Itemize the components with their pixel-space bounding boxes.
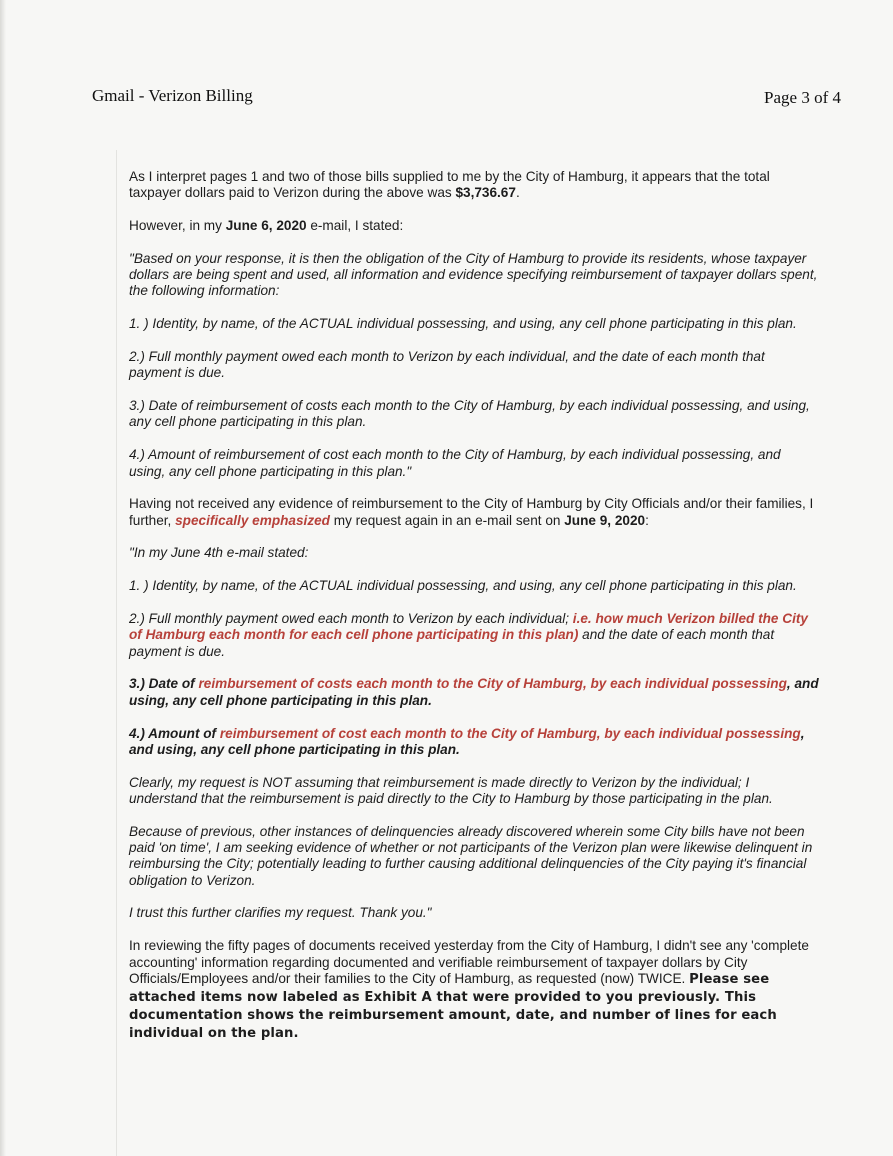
quote-text: 3.) Date of xyxy=(129,676,199,692)
email-date: June 6, 2020 xyxy=(225,218,307,234)
total-amount: $3,736.67 xyxy=(455,185,516,201)
quote-text: 4.) Amount of xyxy=(129,725,220,741)
quote-text: 3.) Date of reimbursement of costs each month to the City of Hamburg, by each individual possessing, and using, any cell phone participating in this plan. xyxy=(129,398,810,430)
quote-text: Because of previous, other instances of delinquencies already discovered wherein some City bills have not been paid 'on time', I am seeking evidence of whether or not participants of the Verizon plan were likewise delinquent in reimbursing the City; potentially leading to further causing additional delinquencies of the City paying it's financial obligation to Verizon. xyxy=(129,823,813,888)
quote-rule xyxy=(116,150,117,1156)
page-number: Page 3 of 4 xyxy=(764,88,841,107)
quote-text: I trust this further clarifies my request. Thank you." xyxy=(129,905,432,921)
quote-text: "In my June 4th e-mail stated: xyxy=(129,545,309,561)
document-title: Gmail - Verizon Billing xyxy=(92,86,253,105)
quote2-item-3 xyxy=(129,676,819,709)
quote1-item-3 xyxy=(129,398,819,431)
quote-text: 2.) Full monthly payment owed each month to Verizon by each individual, and the date of each month that payment is due. xyxy=(129,349,765,381)
quote-text: Clearly, my request is NOT assuming that reimbursement is made directly to Verizon by the individual; I understand that the reimbursement is paid directly to the City to Hamburg by those participating in the plan. xyxy=(129,774,773,806)
email-body xyxy=(129,169,819,1059)
scan-edge xyxy=(0,0,6,1156)
emphasis-text: reimbursement of cost each month to the City of Hamburg, by each individual possessing xyxy=(219,725,801,741)
quote-text: and the date of each month that payment is due. xyxy=(129,627,775,659)
quote1-item-4 xyxy=(129,447,819,480)
paragraph-review xyxy=(129,938,819,1043)
quote-text: 1. ) Identity, by name, of the ACTUAL individual possessing, and using, any cell phone participating in this plan. xyxy=(129,316,797,332)
paragraph-text: my request again in an e-mail sent on xyxy=(329,512,565,528)
paragraph-text: e-mail, I stated: xyxy=(306,218,404,234)
quote2-intro xyxy=(129,545,819,561)
emphasis-text: i.e. how much Verizon billed the City of Hamburg each month for each cell phone participating in this plan) xyxy=(129,611,808,643)
paragraph-text: As I interpret pages 1 and two of those bills supplied to me by the City of Hamburg, it appears that the total taxpayer dollars paid to Verizon during the above was xyxy=(129,169,770,201)
quote1-item-2 xyxy=(129,349,819,382)
quote2-item-4 xyxy=(129,726,819,759)
quote2-item-1 xyxy=(129,578,819,594)
quote2-clarification xyxy=(129,775,819,808)
paragraph-text: : xyxy=(645,512,649,528)
paragraph-total xyxy=(129,169,819,202)
paragraph-text: Having not received any evidence of reimbursement to the City of Hamburg by City Officials and/or their families, I further, xyxy=(129,496,814,528)
exhibit-note: Please see attached items now labeled as Exhibit A that were provided to you previously. This documentation shows the reimbursement amount, date, and number of lines for each individual on the plan. xyxy=(129,971,777,1041)
quote-text: 2.) Full monthly payment owed each month to Verizon by each individual; xyxy=(129,611,573,627)
emphasis-text: reimbursement of costs each month to the City of Hamburg, by each individual possessing xyxy=(198,676,787,692)
quote1-intro xyxy=(129,251,819,300)
paragraph-text: However, in my xyxy=(129,218,226,234)
quote2-closing xyxy=(129,905,819,921)
quote2-item-2 xyxy=(129,611,819,660)
quote-text: "Based on your response, it is then the obligation of the City of Hamburg to provide its residents, whose taxpayer dollars are being spent and used, all information and evidence specifying reimbursement of taxpayer dollars spent, the following information: xyxy=(129,250,818,299)
emphasis-text: specifically emphasized xyxy=(175,512,330,528)
quote-text: , and using, any cell phone participating in this plan. xyxy=(129,676,819,708)
quote-text: 1. ) Identity, by name, of the ACTUAL individual possessing, and using, any cell phone participating in this plan. xyxy=(129,578,797,594)
paragraph-text: . xyxy=(515,185,520,201)
paragraph-june9 xyxy=(129,496,819,529)
paragraph-text: In reviewing the fifty pages of documents received yesterday from the City of Hamburg, I didn't see any 'complete accounting' information regarding documented and verifiable reimbursement of taxpayer dollars by City Officials/Employees and/or their families to the City of Hamburg, as requested (now) TWICE. xyxy=(129,938,809,986)
email-date: June 9, 2020 xyxy=(564,512,646,528)
quote-text: , and using, any cell phone participating in this plan. xyxy=(129,725,805,757)
quote-text: 4.) Amount of reimbursement of cost each month to the City of Hamburg, by each individual possessing, and using, any cell phone participating in this plan." xyxy=(129,447,781,479)
paragraph-june6 xyxy=(129,218,819,234)
quote2-delinquency xyxy=(129,824,819,889)
quote1-item-1 xyxy=(129,316,819,332)
